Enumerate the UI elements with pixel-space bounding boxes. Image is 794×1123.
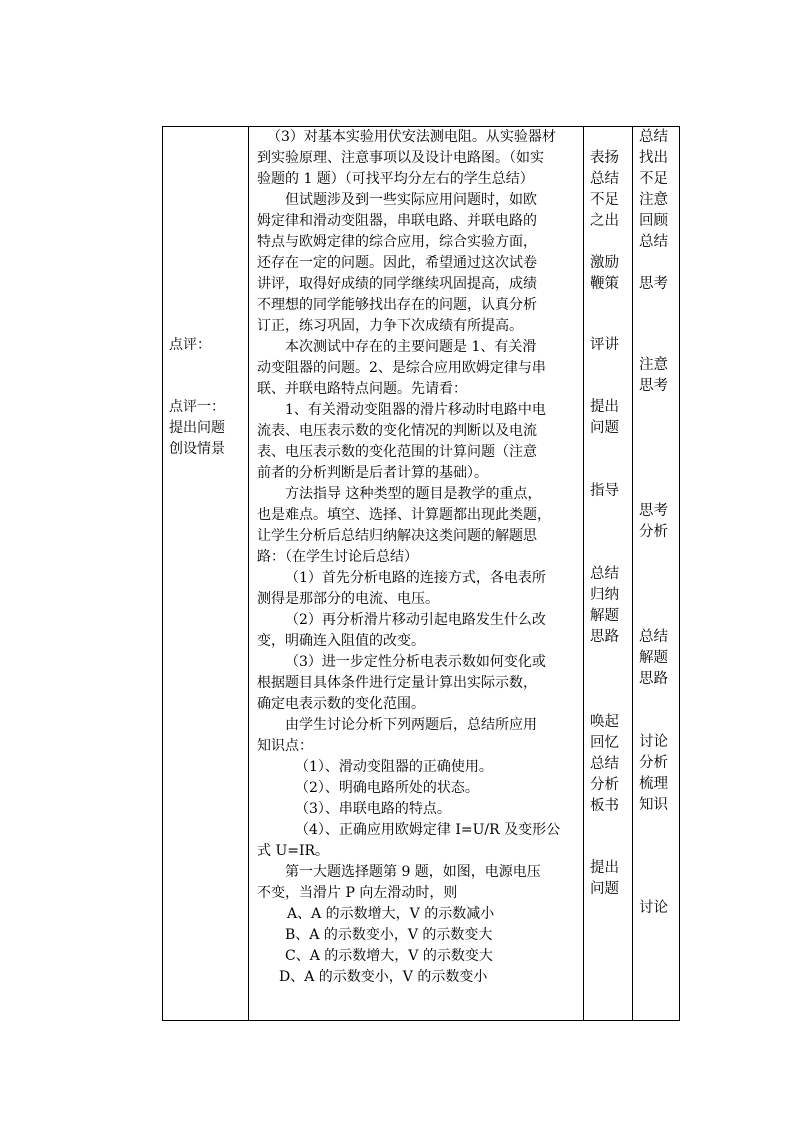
content-line: 本次测试中存在的主要问题是 1、有关滑 bbox=[285, 339, 537, 355]
content-line: （2）再分析滑片移动引起电路发生什么改 bbox=[285, 612, 546, 628]
student-activity-line: 思考 bbox=[639, 276, 668, 292]
teacher-activity-line: 鞭策 bbox=[590, 276, 619, 292]
content-line: 第一大题选择题第 9 题，如图，电源电压 bbox=[285, 864, 541, 880]
content-line: 路：（在学生讨论后总结） bbox=[257, 549, 418, 565]
content-line: 变，明确连入阻值的改变。 bbox=[257, 633, 425, 649]
teacher-activity-line: 唤起 bbox=[590, 714, 619, 730]
student-activity-line: 思考 bbox=[639, 503, 668, 519]
student-activity-line: 解题 bbox=[639, 650, 668, 666]
content-line: （2）、明确电路所处的状态。 bbox=[295, 780, 479, 796]
content-line: 式 U=IR。 bbox=[257, 843, 330, 859]
content-line: 验题的 1 题）（可找平均分左右的学生总结） bbox=[257, 171, 534, 187]
content-line: 让学生分析后总结归纳解决这类问题的解题思 bbox=[257, 528, 537, 544]
content-line: 姆定律和滑动变阻器，串联电路、并联电路的 bbox=[257, 213, 537, 229]
student-activity-column bbox=[633, 127, 679, 1020]
stage-column bbox=[163, 127, 248, 1020]
content-line: （1）首先分析电路的连接方式，各电表所 bbox=[285, 570, 546, 586]
answer-option-b: B、A 的示数变小，V 的示数变大 bbox=[285, 927, 493, 943]
teacher-activity-line: 提出 bbox=[590, 860, 619, 876]
content-line: 订正，练习巩固，力争下次成绩有所提高。 bbox=[257, 318, 523, 334]
teacher-activity-column bbox=[584, 127, 632, 1020]
teacher-activity-line: 归纳 bbox=[590, 587, 619, 603]
content-line: 1、有关滑动变阻器的滑片移动时电路中电 bbox=[285, 402, 546, 418]
student-activity-line: 回顾 bbox=[639, 213, 668, 229]
content-line: （3）、串联电路的特点。 bbox=[295, 801, 451, 817]
student-activity-line: 找出 bbox=[639, 150, 668, 166]
content-line: 还存在一定的问题。因此，希望通过这次试卷 bbox=[257, 255, 537, 271]
content-line: 流表、电压表示数的变化情况的判断以及电流 bbox=[257, 423, 537, 439]
student-activity-line: 不足 bbox=[639, 171, 668, 187]
teacher-activity-line: 总结 bbox=[590, 756, 619, 772]
answer-option-c: C、A 的示数增大，V 的示数变大 bbox=[285, 948, 493, 964]
student-activity-line: 分析 bbox=[639, 524, 668, 540]
teacher-activity-line: 指导 bbox=[590, 483, 619, 499]
teacher-activity-line: 回忆 bbox=[590, 735, 619, 751]
propose-question-label: 提出问题 bbox=[169, 420, 225, 436]
student-activity-line: 总结 bbox=[639, 129, 668, 145]
student-activity-line: 知识 bbox=[639, 797, 668, 813]
student-activity-line: 总结 bbox=[639, 629, 668, 645]
teacher-activity-line: 不足 bbox=[590, 192, 619, 208]
answer-option-d: D、A 的示数变小，V 的示数变小 bbox=[279, 969, 488, 985]
student-activity-line: 注意 bbox=[639, 357, 668, 373]
content-line: 测得是那部分的电流、电压。 bbox=[257, 591, 439, 607]
student-activity-line: 总结 bbox=[639, 234, 668, 250]
student-activity-line: 思路 bbox=[639, 671, 668, 687]
teacher-activity-line: 思路 bbox=[590, 629, 619, 645]
comment-label: 点评： bbox=[169, 337, 211, 353]
content-line: （3）对基本实验用伏安法测电阻。从实验器材 bbox=[267, 129, 556, 145]
content-column bbox=[249, 127, 583, 1020]
teacher-activity-line: 表扬 bbox=[590, 150, 619, 166]
answer-option-a: A、A 的示数增大，V 的示数减小 bbox=[287, 906, 495, 922]
student-activity-line: 思考 bbox=[639, 378, 668, 394]
student-activity-line: 讨论 bbox=[639, 734, 668, 750]
content-line: 到实验原理、注意事项以及设计电路图。（如实 bbox=[257, 150, 544, 166]
content-line: 联、并联电路特点问题。先请看： bbox=[257, 381, 467, 397]
teacher-activity-line: 激励 bbox=[590, 255, 619, 271]
teacher-activity-line: 提出 bbox=[590, 399, 619, 415]
content-line: 知识点： bbox=[257, 738, 313, 754]
content-line: 动变阻器的问题。2、是综合应用欧姆定律与串 bbox=[257, 360, 546, 376]
student-activity-line: 分析 bbox=[639, 755, 668, 771]
student-activity-line: 梳理 bbox=[639, 776, 668, 792]
lesson-plan-table bbox=[162, 126, 680, 1021]
content-line: 不变，当滑片 P 向左滑动时，则 bbox=[257, 885, 458, 901]
teacher-activity-line: 总结 bbox=[590, 171, 619, 187]
content-line: 由学生讨论分析下列两题后，总结所应用 bbox=[285, 717, 537, 733]
teacher-activity-line: 总结 bbox=[590, 566, 619, 582]
comment-one-label: 点评一： bbox=[169, 399, 225, 415]
teacher-activity-line: 问题 bbox=[590, 881, 619, 897]
student-activity-line: 讨论 bbox=[639, 900, 668, 916]
content-line: 确定电表示数的变化范围。 bbox=[257, 696, 425, 712]
content-line: 表、电压表示数的变化范围的计算问题（注意 bbox=[257, 444, 537, 460]
content-line: （4）、正确应用欧姆定律 I=U/R 及变形公 bbox=[295, 822, 561, 838]
teacher-activity-line: 问题 bbox=[590, 420, 619, 436]
student-activity-line: 注意 bbox=[639, 192, 668, 208]
content-line: 不理想的同学能够找出存在的问题，认真分析 bbox=[257, 297, 537, 313]
content-line: 但试题涉及到一些实际应用问题时，如欧 bbox=[285, 192, 537, 208]
content-line: （1）、滑动变阻器的正确使用。 bbox=[295, 759, 493, 775]
content-line: 讲评，取得好成绩的同学继续巩固提高，成绩 bbox=[257, 276, 537, 292]
content-line: 也是难点。填空、选择、计算题都出现此类题， bbox=[257, 507, 551, 523]
content-line: 特点与欧姆定律的综合应用，综合实验方面， bbox=[257, 234, 537, 250]
teacher-activity-line: 分析 bbox=[590, 777, 619, 793]
content-line: 方法指导 这种类型的题目是教学的重点， bbox=[285, 486, 542, 502]
teacher-activity-line: 之出 bbox=[590, 213, 619, 229]
content-line: 根据题目具体条件进行定量计算出实际示数， bbox=[257, 675, 537, 691]
teacher-activity-line: 解题 bbox=[590, 608, 619, 624]
content-line: 前者的分析判断是后者计算的基础）。 bbox=[257, 465, 488, 481]
teacher-activity-line: 评讲 bbox=[590, 337, 619, 353]
content-line: （3）进一步定性分析电表示数如何变化或 bbox=[285, 654, 546, 670]
create-situation-label: 创设情景 bbox=[169, 441, 225, 457]
teacher-activity-line: 板书 bbox=[590, 798, 619, 814]
